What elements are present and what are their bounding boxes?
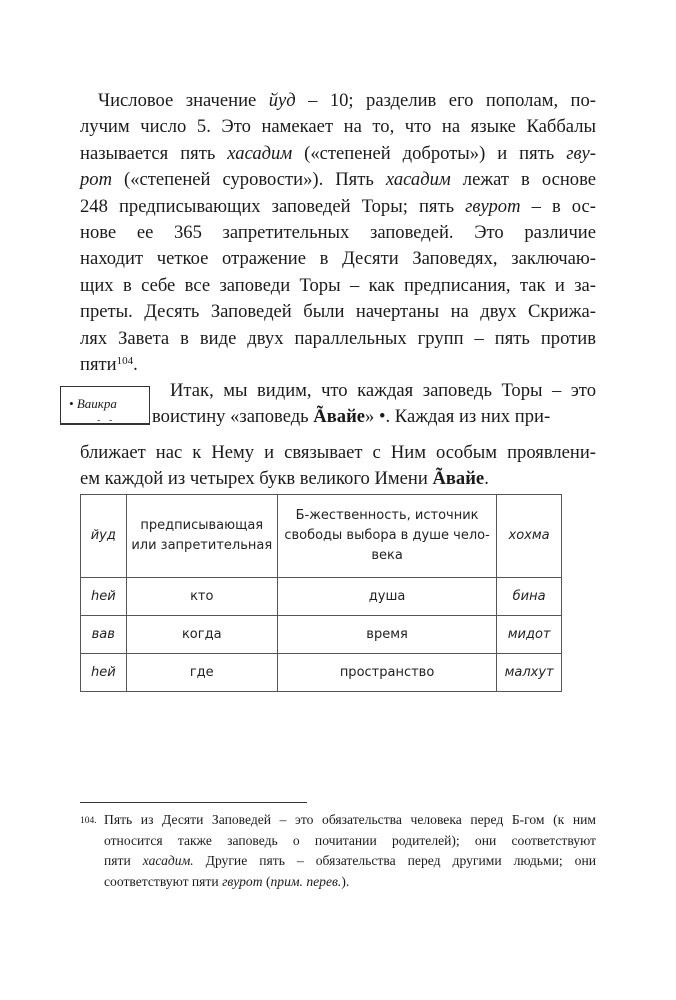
text-line: 248 предписывающих заповедей Торы; пять гвурот – в ос- — [80, 195, 597, 217]
table-cell: предписывающая или запретительная — [126, 495, 277, 578]
italic-term: гву- — [566, 142, 596, 164]
table-cell: малхут — [497, 654, 562, 692]
text-line: Числовое значение йуд – 10; разделив его пополам, по- — [98, 90, 597, 111]
text-line: пяти$^{104}$. — [80, 354, 138, 376]
letters-table — [80, 494, 562, 692]
margin-note-callout[interactable] — [60, 386, 150, 425]
table-row — [81, 578, 562, 616]
table-cell: Б-жественность, источник свободы выбора в душе чело-века — [277, 495, 496, 578]
paragraph-2-beside-callout — [152, 378, 596, 431]
table-cell: время — [277, 616, 496, 654]
italic-term: хасадим — [227, 142, 293, 164]
text-line: лях Завета в виде двух параллельных групп – пять против — [80, 327, 596, 349]
paragraph-2-continued — [80, 440, 596, 493]
footnote-number: 104. — [80, 816, 97, 826]
table-cell: бина — [497, 578, 562, 616]
table-cell: hей — [81, 654, 127, 692]
table-cell: йуд — [81, 495, 127, 578]
table-cell: hей — [81, 578, 127, 616]
text-line: ближает нас к Нему и связывает с Ним особым проявлени- — [80, 442, 596, 463]
text-line: пяти хасадим. Другие пять – обязательства перед другими людьми; они — [104, 853, 596, 868]
table-cell: мидот — [497, 616, 562, 654]
text-line: воистину «заповедь Ãвайе» •. Каждая из них при- — [152, 406, 551, 428]
italic-term: гвурот — [222, 873, 263, 889]
table-header-row — [81, 495, 562, 578]
text-line: Итак, мы видим, что каждая заповедь Торы – это — [170, 380, 596, 401]
text-line: лучим число 5. Это намекает на то, что на языке Каббалы — [80, 116, 596, 138]
paragraph-1 — [80, 88, 596, 378]
text-line: Пять из Десяти Заповедей – это обязательства человека перед Б-гом (к ним — [104, 812, 596, 827]
text-line: преты. Десять Заповедей были начертаны на двух Скрижа- — [80, 301, 596, 323]
bold-term: Ãвайе — [432, 468, 485, 490]
table-cell: кто — [126, 578, 277, 616]
italic-term: рот — [80, 169, 113, 191]
text-line: называется пять хасадим («степеней доброты») и пять гву- — [80, 142, 596, 164]
footnote-104 — [80, 810, 596, 892]
text-line: относится также заповедь о почитании родителей); они соответствуют — [104, 832, 596, 848]
italic-term: прим. перев. — [270, 873, 342, 889]
table-cell: вав — [81, 616, 127, 654]
footnote-ref[interactable]: 104 — [116, 355, 134, 368]
table-cell: душа — [277, 578, 496, 616]
table-cell: где — [126, 654, 277, 692]
italic-term: гвурот — [465, 195, 521, 217]
italic-term: хасадим. — [142, 853, 194, 868]
margin-note-text: • Ваикра — [69, 396, 117, 411]
footnote-text — [104, 810, 596, 892]
text-line: нове ее 365 запретительных заповедей. Это различие — [80, 222, 596, 244]
text-line: ем каждой из четырех букв великого Имени Ãвайе. — [80, 468, 489, 490]
text-line: находит четкое отражение в Десяти Заповедях, заключаю- — [80, 248, 596, 270]
table-row — [81, 616, 562, 654]
table-cell: когда — [126, 616, 277, 654]
text-line: соответствуют пяти гвурот (прим. перев.). — [104, 873, 350, 889]
italic-term: хасадим — [385, 169, 451, 191]
table-cell: пространство — [277, 654, 496, 692]
table-cell: хохма — [497, 495, 562, 578]
margin-note-overflow: - - — [97, 415, 116, 425]
italic-term: йуд — [268, 90, 296, 111]
text-line: рот («степеней суровости»). Пять хасадим лежат в основе — [80, 169, 597, 191]
table-row — [81, 654, 562, 692]
bullet-icon: • — [69, 396, 74, 411]
footnote-separator — [80, 802, 307, 803]
text-line: щих в себе все заповеди Торы – как предписания, так и за- — [80, 274, 596, 296]
bold-term: Ãвайе — [313, 406, 366, 428]
